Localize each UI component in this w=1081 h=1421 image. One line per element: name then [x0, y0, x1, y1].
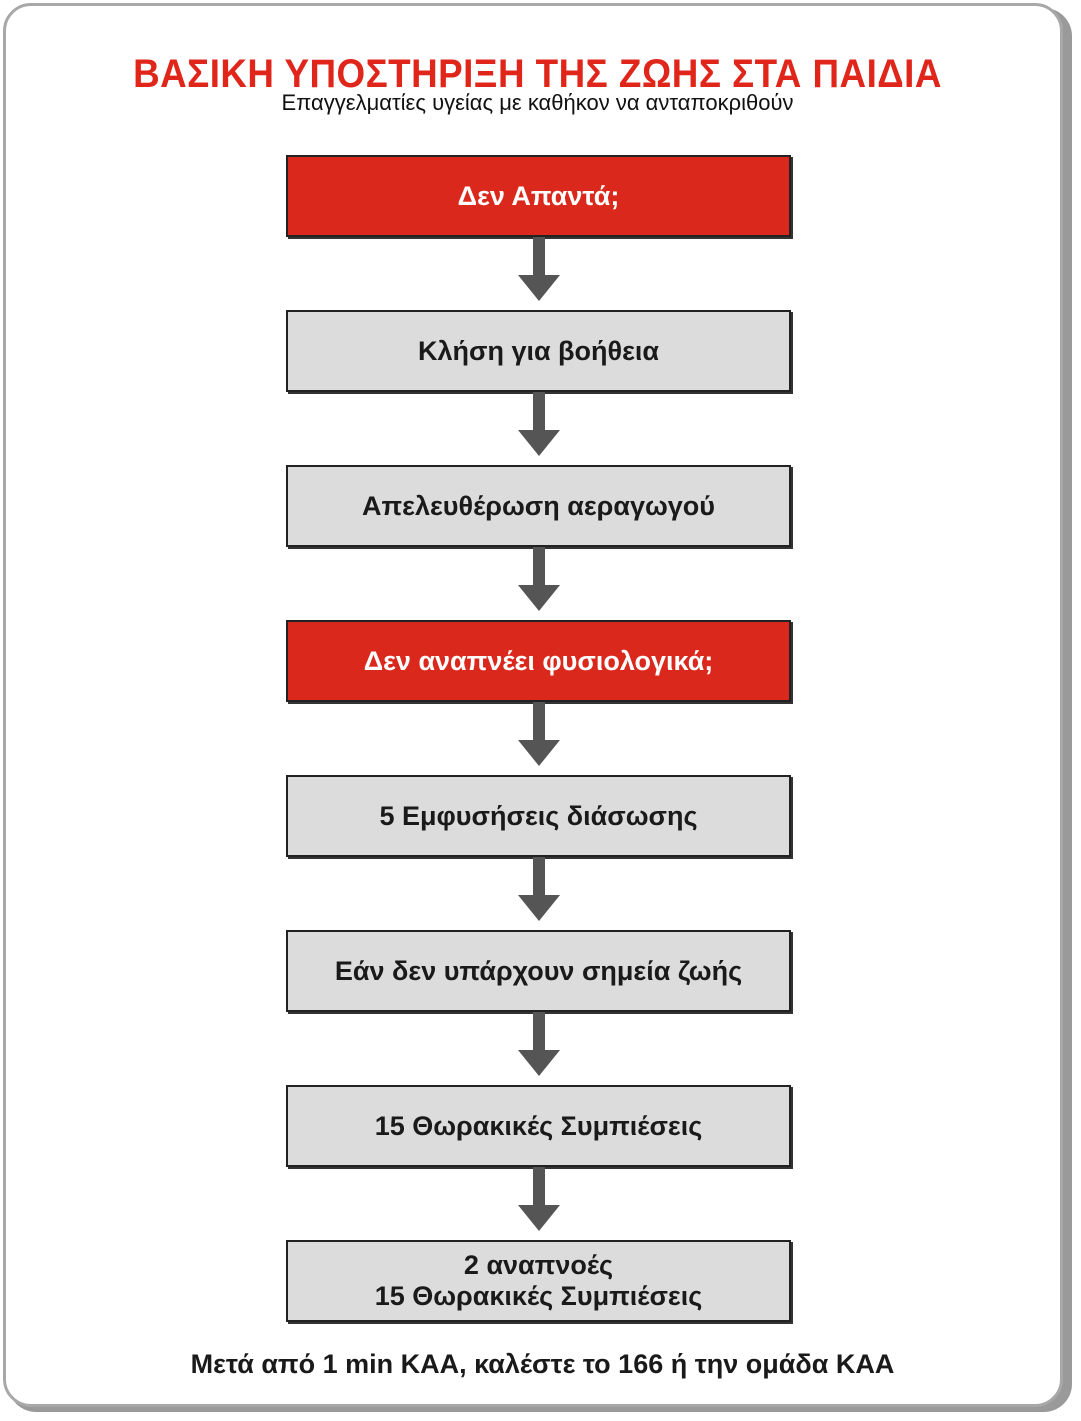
arrow-down-icon [518, 547, 560, 621]
step-call-for-help: Κλήση για βοήθεια [286, 310, 791, 392]
step-open-airway: Απελευθέρωση αεραγωγού [286, 465, 791, 547]
step-chest-compressions: 15 Θωρακικές Συμπιέσεις [286, 1085, 791, 1167]
step-breaths-and-compressions: 2 αναπνοές 15 Θωρακικές Συμπιέσεις [286, 1240, 791, 1322]
arrow-down-icon [518, 1012, 560, 1086]
arrow-down-icon [518, 1167, 560, 1241]
flowchart-subtitle: Επαγγελματίες υγείας με καθήκον να ανταποκριθούν [281, 90, 794, 115]
arrow-down-icon [518, 392, 560, 466]
arrow-down-icon [518, 702, 560, 776]
flowchart-title: ΒΑΣΙΚΗ ΥΠΟΣΤΗΡΙΞΗ ΤΗΣ ΖΩΗΣ ΣΤΑ ΠΑΙΔΙΑ [133, 52, 942, 96]
step-no-signs-of-life: Εάν δεν υπάρχουν σημεία ζωής [286, 930, 791, 1012]
footer-instruction: Μετά από 1 min ΚΑΑ, καλέστε το 166 ή την ομάδα ΚΑΑ [190, 1349, 895, 1379]
arrow-down-icon [518, 857, 560, 931]
step-rescue-breaths: 5 Εμφυσήσεις διάσωσης [286, 775, 791, 857]
step-unresponsive: Δεν Απαντά; [286, 155, 791, 237]
step-not-breathing-normally: Δεν αναπνέει φυσιολογικά; [286, 620, 791, 702]
arrow-down-icon [518, 237, 560, 311]
